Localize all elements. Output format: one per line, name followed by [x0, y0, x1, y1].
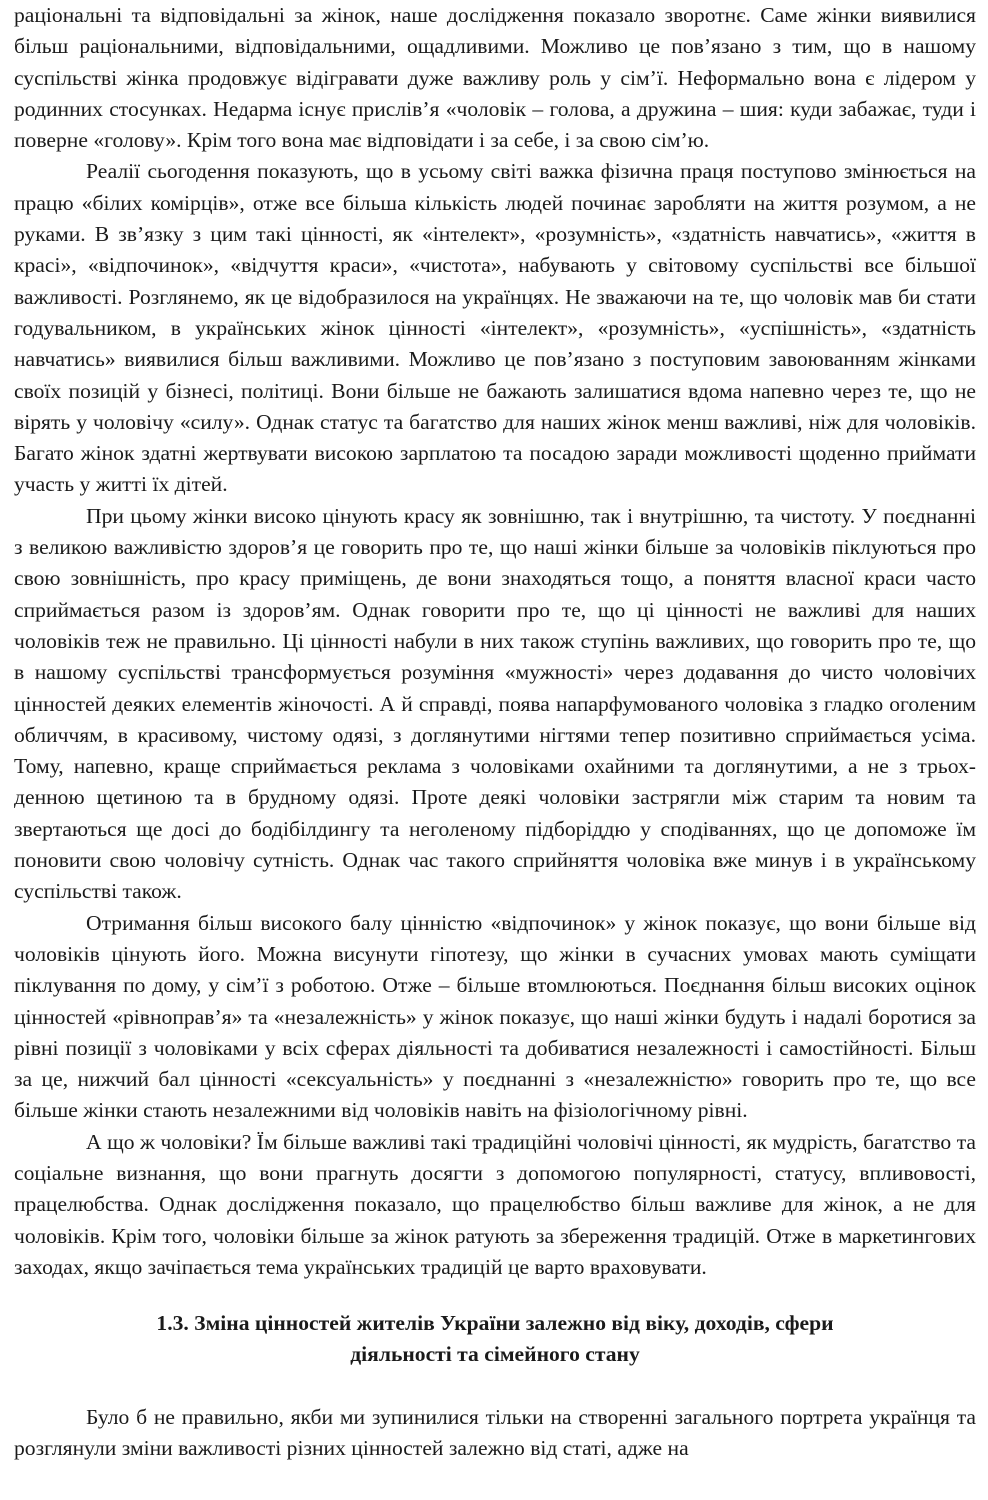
paragraph-rest-value: Отримання більш високого балу цінністю «відпочинок» у жінок показує, що вони більше від чоловіків цінують його. Можна висунути гіпотезу, що жінки в сучасних умовах мають суміщати піклування по дому, у сім’ї з роботою. Отже – більше втомлюються. Поєднання більш високих оцінок цінностей «рівноправ’я» та «незалежність» у жінок показує, що наші жінки будуть і надалі боротися за рівні позиції з чоловіками у всіх сферах діяльності та добиватися незалежності і самостійності. Більш за це, нижчий бал цінності «сексуальність» у поєднанні з «незалежністю» говорить про те, що все більше жінки стають незалежними від чоловіків навіть на фізіологічному рівні.: [14, 910, 976, 1123]
section-heading: 1.3. Зміна цінностей жителів України залежно від віку, доходів, сфери діяльності та сімейного стану: [156, 1311, 834, 1367]
paragraph-section-intro: Було б не правильно, якби ми зупинилися тільки на створенні загального портрета українця та розглянули зміни важливості різних цінностей залежно від статі, адже на: [14, 1404, 976, 1461]
paragraph-men-values: А що ж чоловіки? Їм більше важливі такі традиційні чоловічі цінності, як мудрість, багатство та соціальне визнання, що вони прагнуть досягти з допомогою популярності, статусу, впливовості, працелюбства. Однак дослідження показало, що працелюбство більш важливе для жінок, а не для чоловіків. Крім того, чоловіки більше за жінок ратують за збереження традицій. Отже в маркетингових заходах, якщо зачіпається тема українських традицій це варто враховувати.: [14, 1129, 976, 1279]
paragraph-beauty-values: При цьому жінки високо цінують красу як зовнішню, так і внутрішню, та чистоту. У поєднанні з великою важливістю здоров’я це говорить про те, що наші жінки більше за чоловіків піклуються про свою зовнішність, про красу приміщень, де вони знаходяться тощо, а поняття власної краси часто сприймається разом із здоров’ям. Однак говорити про те, що ці цінності не важливі для наших чоловіків теж не правильно. Ці цінності набули в них також ступінь важливих, що говорить про те, що в нашому суспільстві трансформується розуміння «мужності» через додавання до чисто чоловічих цінностей деяких елементів жіночості. А й справді, поява напарфумованого чоловіка з гладко оголеним обличчям, в красивому, чистому одязі, з доглянутими нігтями тепер позитивно сприймається усіма. Тому, напевно, краще сприймається реклама з чоловіками охайними та доглянутими, а не з трьох-денною щетиною та в брудному одязі. Проте деякі чоловіки застрягли між старим та новим та звертаються ще досі до бодібілдингу та неголеному підборіддю у сподіваннях, що це допоможе їм поновити свою чоловічу сутність. Однак час такого сприйняття чоловіка вже минув і в українському суспільстві також.: [14, 503, 976, 904]
paragraph-modern-realities: Реалії сьогодення показують, що в усьому світі важка фізична праця поступово змінюється на працю «білих комірців», отже все більша кількість людей починає заробляти на життя розумом, а не руками. В зв’язку з цим такі цінності, як «інтелект», «розумність», «здатність навчатись», «життя в красі», «відпочинок», «відчуття краси», «чистота», набувають у світовому суспільстві все більшої важливості. Розглянемо, як це відобразилося на українцях. Не зважаючи на те, що чоловік мав би стати годувальником, в українських жінок цінності «інтелект», «розумність», «успішність», «здатність навчатись» виявилися більш важливими. Можливо це пов’язано з поступовим завоюванням жінками своїх позицій у бізнесі, політиці. Вони більше не бажають залишатися вдома напевно через те, що не вірять у чоловічу «силу». Однак статус та багатство для наших жінок менш важливі, ніж для чоловіків. Багато жінок здатні жертвувати високою зарплатою та посадою заради можливості щоденно приймати участь у житті їх дітей.: [14, 159, 976, 497]
paragraph-continued-intro: раціональні та відповідальні за жінок, наше дослідження показало зворотнє. Саме жінки виявилися більш раціональними, відповідальними, ощадливими. Можливо це пов’язано з тим, що в нашому суспільстві жінка продовжує відігравати дуже важливу роль у сім’ї. Неформально вона є лідером у родинних стосунках. Недарма існує прислів’я «чоловік – голова, а дружина – шия: куди забажає, туди і поверне «голову». Крім того вона має відповідати і за себе, і за свою сім’ю.: [14, 3, 976, 153]
document-page: [14, 0, 976, 1464]
heading-spacer: [14, 1371, 976, 1402]
